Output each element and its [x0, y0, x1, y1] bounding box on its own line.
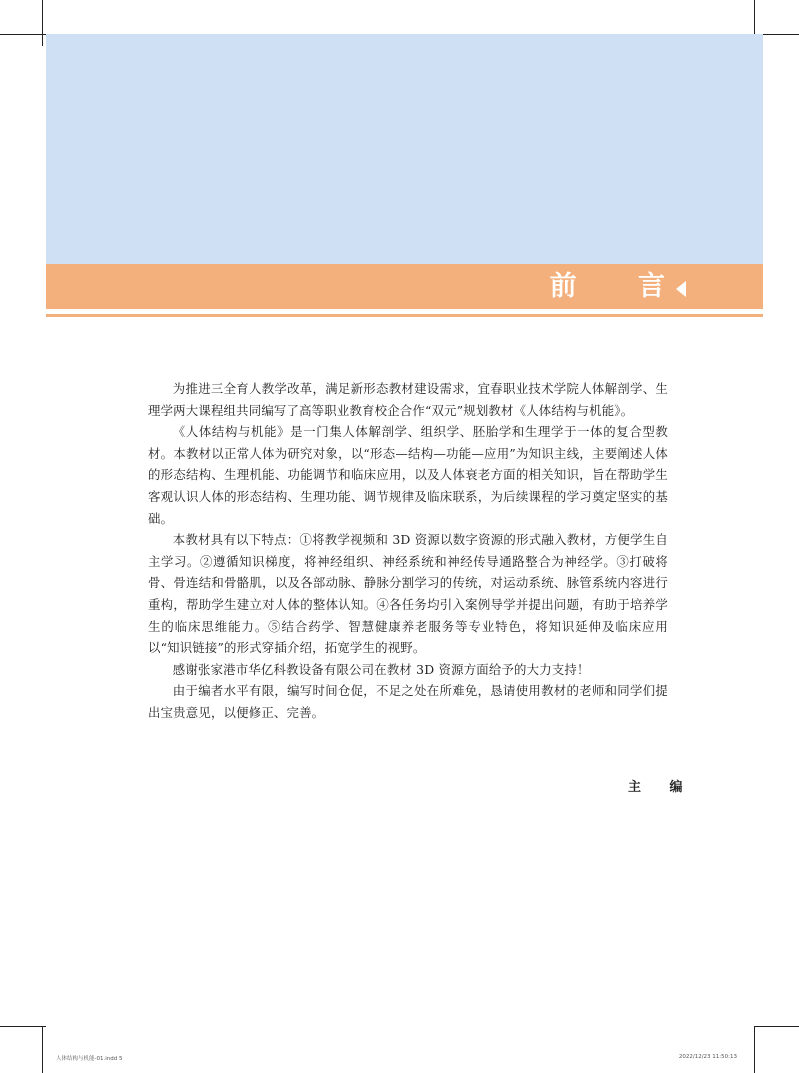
footer-filename: 人体结构与机能-01.indd 5 — [56, 1056, 123, 1062]
crop-mark — [754, 1026, 755, 1073]
paragraph: 为推进三全育人教学改革，满足新形态教材建设需求，宜春职业技术学院人体解剖学、生理学两大课程组共同编写了高等职业教育校企合作“双元”规划教材《人体结构与机能》。 — [148, 381, 668, 418]
paragraph: 感谢张家港市华亿科教设备有限公司在教材 3D 资源方面给予的大力支持！ — [172, 661, 590, 677]
editor-signature: 主 编 — [628, 780, 695, 795]
crop-mark — [0, 34, 46, 35]
crop-mark — [42, 0, 43, 46]
title-underline — [46, 314, 763, 317]
header-image-area — [46, 34, 763, 264]
footer-timestamp: 2022/12/23 11:50:13 — [678, 1054, 737, 1060]
paragraph: 由于编者水平有限，编写时间仓促，不足之处在所难免，恳请使用教材的老师和同学们提出宝贵意见，以便修正、完善。 — [148, 683, 668, 720]
arrow-left-icon — [676, 281, 686, 297]
paragraph: 本教材具有以下特点：①将教学视频和 3D 资源以数字资源的形式融入教材，方便学生自主学习。②遵循知识梯度，将神经组织、神经系统和神经传导通路整合为神经学。③打破将骨、骨连结和骨骼肌，以及各部动脉、静脉分割学习的传统，对运动系统、脉管系统内容进行重构，帮助学生建立对人体的整体认知。④各任务均引入案例导学并提出问题，有助于培养学生的临床思维能力。⑤结合药学、智慧健康养老服务等专业特色，将知识延伸及临床应用以“知识链接”的形式穿插介绍，拓宽学生的视野。 — [148, 532, 668, 656]
page-title: 前 言 — [549, 271, 691, 302]
preface-body — [148, 378, 668, 724]
paragraph: 《人体结构与机能》是一门集人体解剖学、组织学、胚胎学和生理学于一体的复合型教材。本教材以正常人体为研究对象，以“形态—结构—功能—应用”为知识主线，主要阐述人体的形态结构、生理机能、功能调节和临床应用，以及人体衰老方面的相关知识，旨在帮助学生客观认识人体的形态结构、生理功能、调节规律及临床联系，为后续课程的学习奠定坚实的基础。 — [148, 424, 668, 526]
crop-mark — [0, 1026, 46, 1027]
crop-mark — [754, 1026, 799, 1027]
crop-mark — [42, 1026, 43, 1073]
